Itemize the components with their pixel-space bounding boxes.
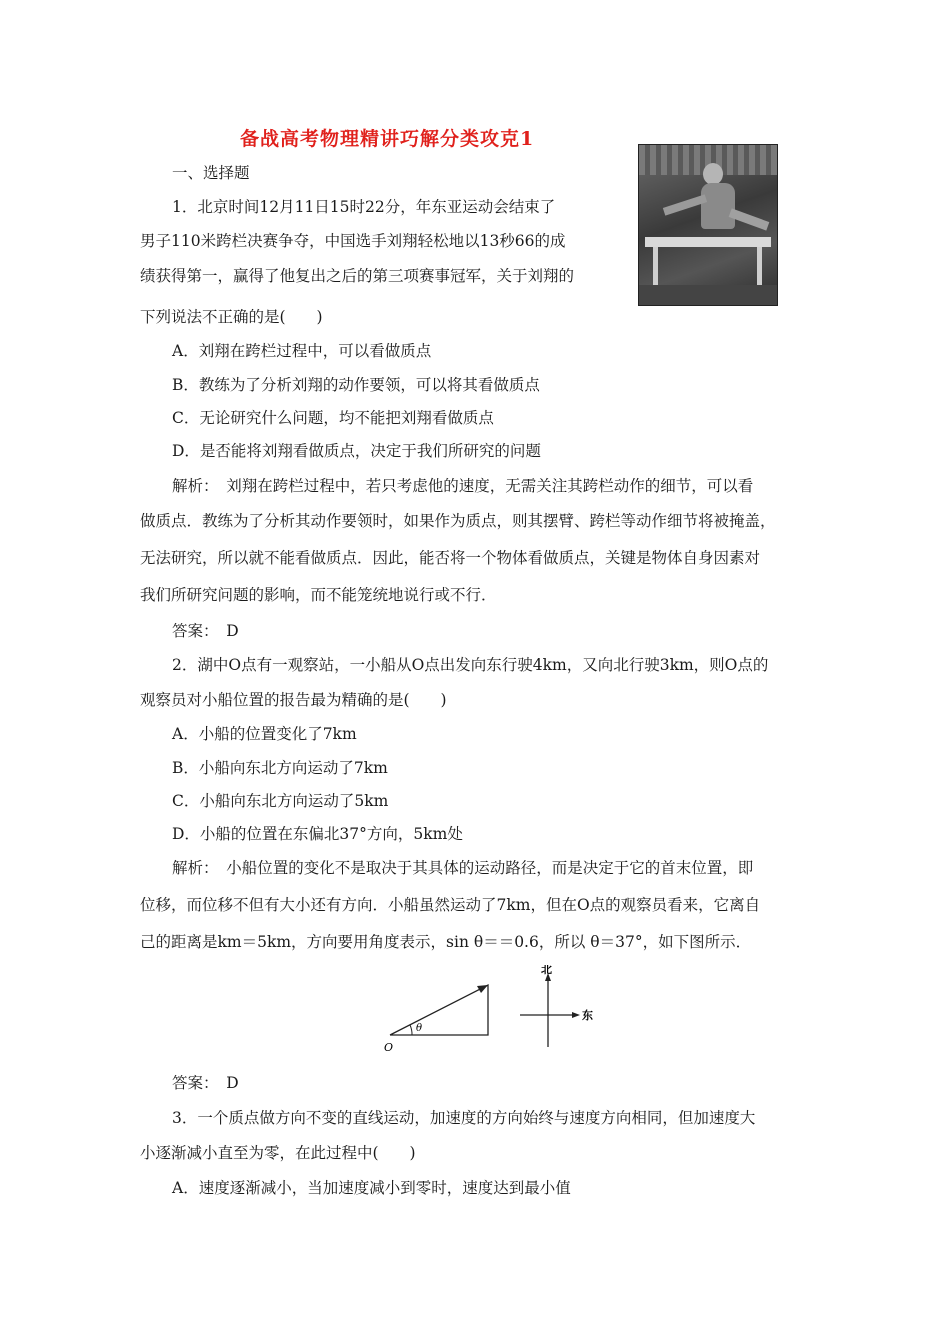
angle-arc xyxy=(410,1025,412,1035)
q2-option-a: A．小船的位置变化了7km xyxy=(172,725,357,743)
q1-option-b: B．教练为了分析刘翔的动作要领，可以将其看做质点 xyxy=(172,376,540,394)
q2-option-d: D．小船的位置在东偏北37°方向，5km处 xyxy=(172,825,463,843)
north-label: 北 xyxy=(541,965,552,976)
q2-option-c: C．小船向东北方向运动了5km xyxy=(172,792,389,810)
displacement-diagram xyxy=(380,965,620,1060)
q2-analysis-line: 己的距离是km＝5km，方向要用角度表示，sin θ＝＝0.6，所以 θ＝37°，如下图所示． xyxy=(140,933,752,951)
q1-line: 男子110米跨栏决赛争夺，中国选手刘翔轻松地以13秒66的成 xyxy=(140,232,566,250)
angle-label: θ xyxy=(416,1023,423,1034)
q1-answer: 答案： D xyxy=(172,622,239,640)
q3-option-a: A．速度逐渐减小，当加速度减小到零时，速度达到最小值 xyxy=(172,1179,571,1197)
q1-option-a: A．刘翔在跨栏过程中，可以看做质点 xyxy=(172,342,432,360)
q1-line: 绩获得第一，赢得了他复出之后的第三项赛事冠军，关于刘翔的 xyxy=(140,267,575,285)
displacement-triangle xyxy=(390,985,488,1035)
q1-option-c: C．无论研究什么问题，均不能把刘翔看做质点 xyxy=(172,409,494,427)
q2-answer: 答案： D xyxy=(172,1074,239,1092)
section-heading: 一、选择题 xyxy=(172,164,250,182)
page-title: 备战高考物理精讲巧解分类攻克1 xyxy=(240,128,535,150)
q2-analysis-line: 解析： 小船位置的变化不是取决于其具体的运动路径，而是决定于它的首末位置，即 xyxy=(172,859,754,877)
q1-line: 1．北京时间12月11日15时22分，年东亚运动会结束了 xyxy=(172,198,556,216)
q3-line: 3．一个质点做方向不变的直线运动，加速度的方向始终与速度方向相同，但加速度大 xyxy=(172,1109,756,1127)
q2-line: 观察员对小船位置的报告最为精确的是( ) xyxy=(140,691,447,709)
q1-analysis-line: 做质点．教练为了分析其动作要领时，如果作为质点，则其摆臂、跨栏等动作细节将被掩盖， xyxy=(140,512,776,530)
q2-line: 2．湖中O点有一观察站，一小船从O点出发向东行驶4km，又向北行驶3km，则O点的 xyxy=(172,656,769,674)
q1-analysis-line: 我们所研究问题的影响，而不能笼统地说行或不行． xyxy=(140,586,497,604)
q3-line: 小逐渐减小直至为零，在此过程中( ) xyxy=(140,1144,416,1162)
q1-analysis-line: 解析： 刘翔在跨栏过程中，若只考虑他的速度，无需关注其跨栏动作的细节，可以看 xyxy=(172,477,754,495)
q2-analysis-line: 位移，而位移不但有大小还有方向．小船虽然运动了7km，但在O点的观察员看来，它离自 xyxy=(140,896,761,914)
origin-label: O xyxy=(384,1041,394,1054)
displacement-arrowhead xyxy=(477,985,488,993)
east-arrowhead xyxy=(572,1012,580,1018)
q1-option-d: D．是否能将刘翔看做质点，决定于我们所研究的问题 xyxy=(172,442,541,460)
east-label: 东 xyxy=(582,1009,593,1022)
q2-option-b: B．小船向东北方向运动了7km xyxy=(172,759,388,777)
q1-line: 下列说法不正确的是( ) xyxy=(140,308,323,326)
q1-analysis-line: 无法研究，所以就不能看做质点．因此，能否将一个物体看做质点，关键是物体自身因素对 xyxy=(140,549,761,567)
hurdler-photo xyxy=(638,144,778,306)
